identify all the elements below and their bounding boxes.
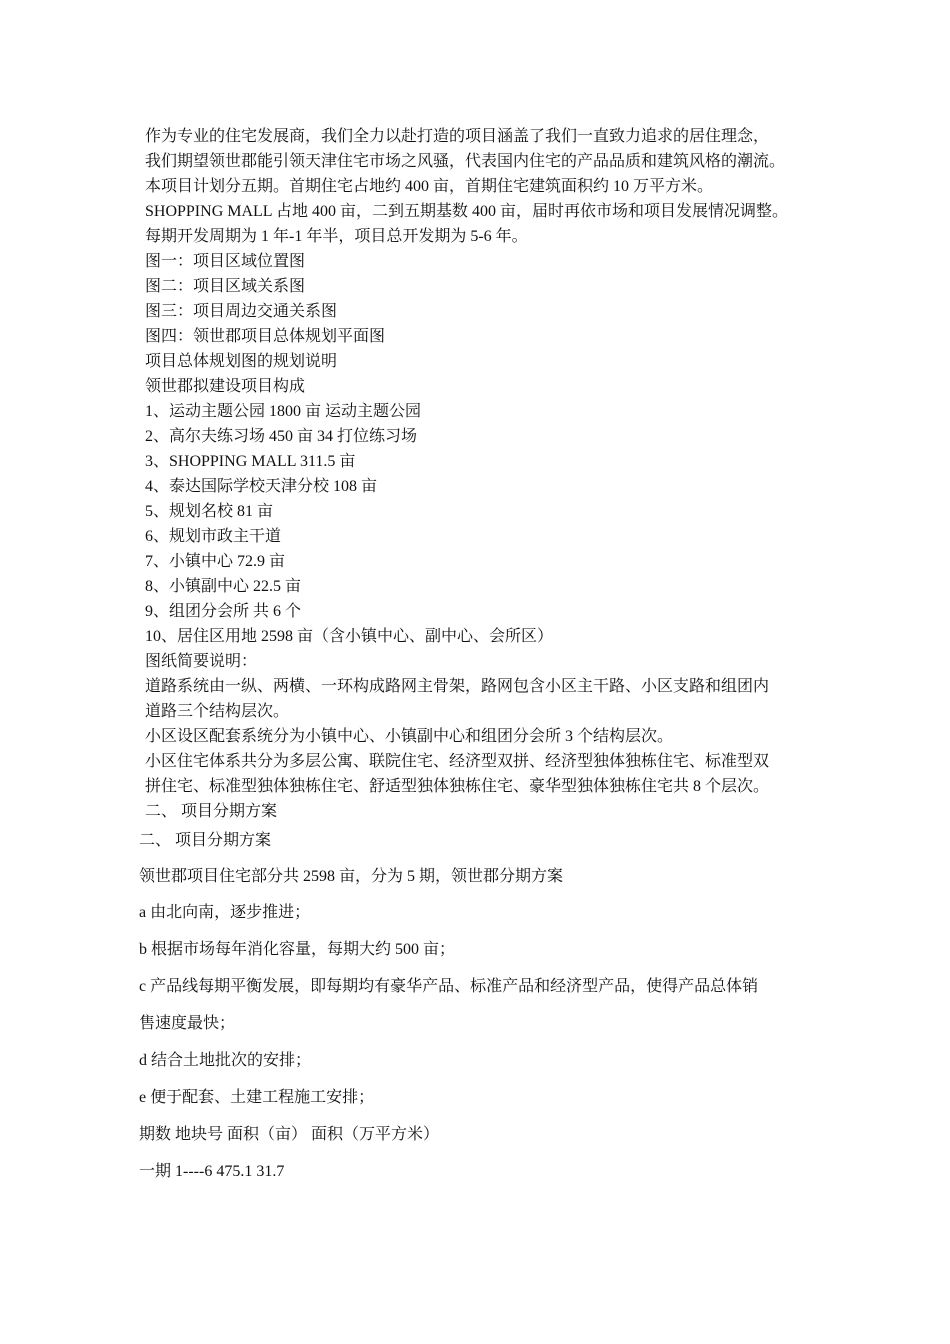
phase-rule-c-line-2: 售速度最快； [139,1015,236,1032]
section-heading-planning-notes: 项目总体规划图的规划说明 [145,353,338,370]
housing-system-line-2: 拼住宅、标准型独体独栋住宅、舒适型独体独栋住宅、豪华型独体独栋住宅共 8 个层次。 [145,778,770,795]
composition-item-5: 5、规划名校 81 亩 [145,503,274,520]
phase-rule-d: d 结合土地批次的安排； [139,1052,312,1069]
phase-rule-c-line-1: c 产品线每期平衡发展，即每期均有豪华产品、标准产品和经济型产品，使得产品总体销 [139,978,759,995]
intro-line-2: 我们期望领世郡能引领天津住宅市场之风骚，代表国内住宅的产品品质和建筑风格的潮流。 [145,153,786,170]
section-heading-project-composition: 领世郡拟建设项目构成 [145,378,306,395]
road-system-line-1: 道路系统由一纵、两横、一环构成路网主骨架，路网包含小区主干路、小区支路和组团内 [145,678,770,695]
phase-rule-b: b 根据市场每年消化容量，每期大约 500 亩； [139,941,456,958]
phase-plan-line-2: SHOPPING MALL 占地 400 亩，二到五期基数 400 亩，届时再依市场和项目发展情况调整。 [145,203,788,220]
road-system-line-2: 道路三个结构层次。 [145,703,290,720]
figure-caption-1: 图一：项目区域位置图 [145,253,306,270]
intro-line-1: 作为专业的住宅发展商，我们全力以赴打造的项目涵盖了我们一直致力追求的居住理念， [145,128,770,145]
composition-item-9: 9、组团分会所 共 6 个 [145,603,302,620]
facility-system-line: 小区设区配套系统分为小镇中心、小镇副中心和组团分会所 3 个结构层次。 [145,728,674,745]
composition-item-6: 6、规划市政主干道 [145,528,282,545]
phase-rule-a: a 由北向南，逐步推进； [139,904,311,921]
figure-caption-2: 图二：项目区域关系图 [145,278,306,295]
composition-item-10: 10、居住区用地 2598 亩（含小镇中心、副中心、会所区） [145,628,554,645]
composition-item-1: 1、运动主题公园 1800 亩 运动主题公园 [145,403,422,420]
phase-plan-line-3: 每期开发周期为 1 年-1 年半，项目总开发期为 5-6 年。 [145,228,528,245]
phase-rule-e: e 便于配套、土建工程施工安排； [139,1089,375,1106]
composition-item-7: 7、小镇中心 72.9 亩 [145,553,286,570]
composition-item-4: 4、泰达国际学校天津分校 108 亩 [145,478,378,495]
drawing-notes-heading: 图纸简要说明： [145,653,258,670]
phase-section-heading-first: 二、 项目分期方案 [145,803,278,820]
composition-item-2: 2、高尔夫练习场 450 亩 34 打位练习场 [145,428,418,445]
phase-table-row-1: 一期 1----6 475.1 31.7 [139,1163,285,1180]
figure-caption-4: 图四：领世郡项目总体规划平面图 [145,328,386,345]
phase-summary-line: 领世郡项目住宅部分共 2598 亩，分为 5 期，领世郡分期方案 [139,868,564,885]
composition-item-3: 3、SHOPPING MALL 311.5 亩 [145,453,356,470]
housing-system-line-1: 小区住宅体系共分为多层公寓、联院住宅、经济型双拼、经济型独体独栋住宅、标准型双 [145,753,770,770]
phase-section-heading-repeat: 二、 项目分期方案 [139,832,272,849]
phase-plan-line-1: 本项目计划分五期。首期住宅占地约 400 亩，首期住宅建筑面积约 10 万平方米。 [145,178,714,195]
phase-table-header: 期数 地块号 面积（亩） 面积（万平方米） [139,1126,440,1143]
figure-caption-3: 图三：项目周边交通关系图 [145,303,338,320]
composition-item-8: 8、小镇副中心 22.5 亩 [145,578,302,595]
